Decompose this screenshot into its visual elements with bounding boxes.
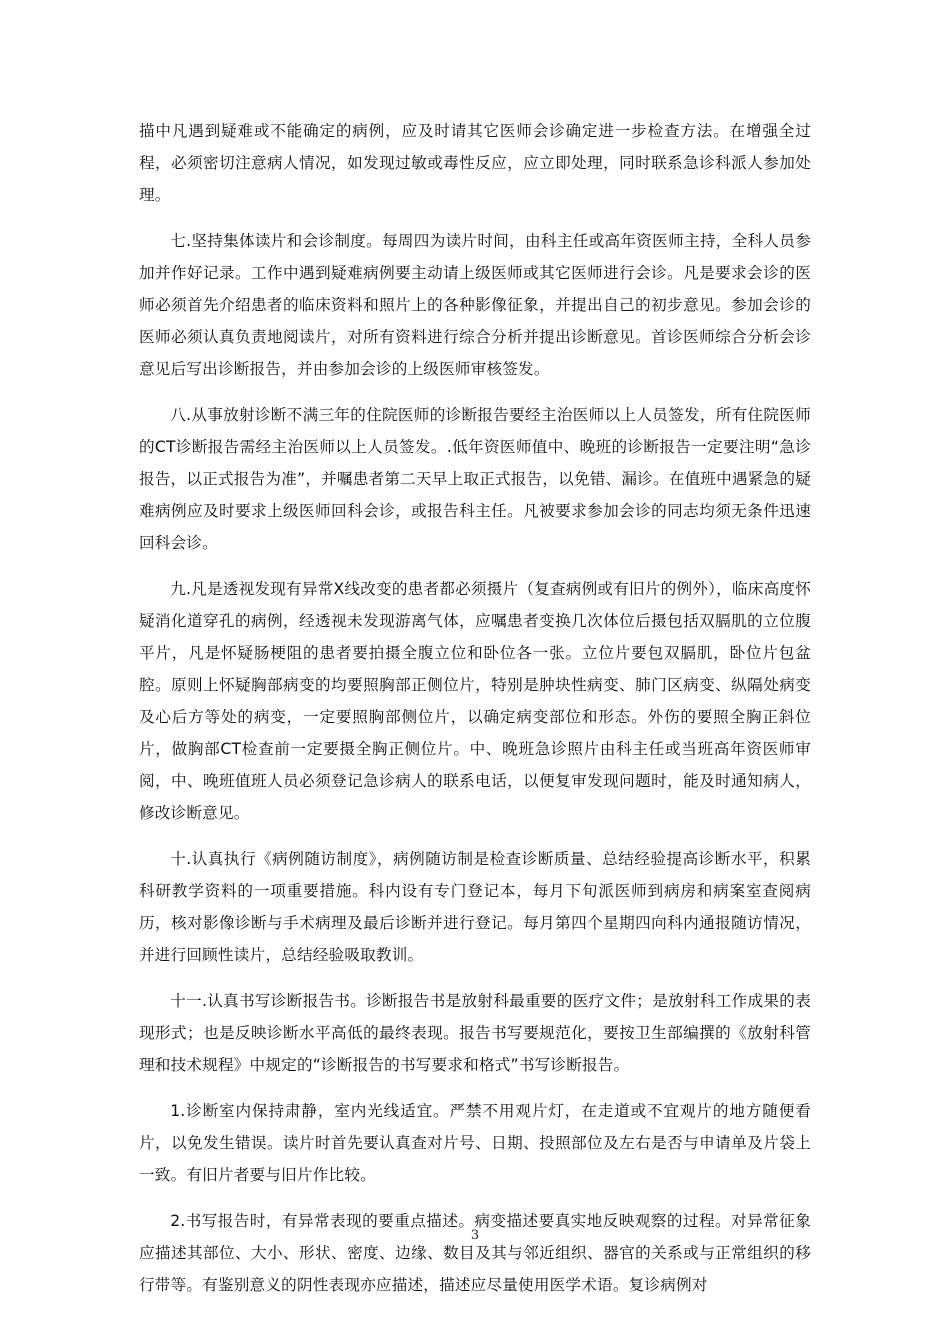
page-number: 3: [470, 1228, 480, 1243]
paragraph-continuation: 描中凡遇到疑难或不能确定的病例，应及时请其它医师会诊确定进一步检查方法。在增强全过程，必须密切注意病人情况，如发现过敏或毒性反应，应立即处理，同时联系急诊科派人参加处理。: [139, 122, 811, 204]
paragraph-section-8: 八.从事放射诊断不满三年的住院医师的诊断报告要经主治医师以上人员签发，所有住院医师的CT诊断报告需经主治医师以上人员签发。.低年资医师值中、晚班的诊断报告一定要注明“急诊报告，以正式报告为准”，并嘱患者第二天早上取正式报告，以免错、漏诊。在值班中遇紧急的疑难病例应及时要求上级医师回科会诊，或报告科主任。凡被要求参加会诊的同志均须无条件迅速回科会诊。: [139, 406, 811, 552]
paragraph-item-2: 2.书写报告时，有异常表现的要重点描述。病变描述要真实地反映观察的过程。对异常征象应描述其部位、大小、形状、密度、边缘、数目及其与邻近组织、器官的关系或与正常组织的移行带等。有鉴别意义的阴性表现亦应描述，描述应尽量使用医学术语。复诊病例对: [139, 1212, 811, 1294]
paragraph-section-11: 十一.认真书写诊断报告书。诊断报告书是放射科最重要的医疗文件；是放射科工作成果的表现形式；也是反映诊断水平高低的最终表现。报告书写要规范化，要按卫生部编撰的《放射科管理和技术规程》中规定的“诊断报告的书写要求和格式”书写诊断报告。: [139, 992, 811, 1074]
paragraph-section-7: 七.坚持集体读片和会诊制度。每周四为读片时间，由科主任或高年资医师主持，全科人员参加并作好记录。工作中遇到疑难病例要主动请上级医师或其它医师进行会诊。凡是要求会诊的医师必须首先介绍患者的临床资料和照片上的各种影像征象，并提出自己的初步意见。参加会诊的医师必须认真负责地阅读片，对所有资料进行综合分析并提出诊断意见。首诊医师综合分析会诊意见后写出诊断报告，并由参加会诊的上级医师审核签发。: [139, 232, 811, 378]
paragraph-item-1: 1.诊断室内保持肃静，室内光线适宜。严禁不用观片灯，在走道或不宜观片的地方随便看片，以免发生错误。读片时首先要认真查对片号、日期、投照部位及左右是否与申请单及片袋上一致。有旧片者要与旧片作比较。: [139, 1102, 811, 1184]
paragraph-section-9: 九.凡是透视发现有异常X线改变的患者都必须摄片（复查病例或有旧片的例外），临床高度怀疑消化道穿孔的病例，经透视未发现游离气体，应嘱患者变换几次体位后摄包括双膈肌的立位腹平片，凡是怀疑肠梗阻的患者要拍摄全腹立位和卧位各一张。立位片要包双膈肌，卧位片包盆腔。原则上怀疑胸部病变的均要照胸部正侧位片，特别是肿块性病变、肺门区病变、纵隔处病变及心后方等处的病变，一定要照胸部侧位片，以确定病变部位和形态。外伤的要照全胸正斜位片，做胸部CT检查前一定要摄全胸正侧位片。中、晚班急诊照片由科主任或当班高年资医师审阅，中、晚班值班人员必须登记急诊病人的联系电话，以便复审发现问题时，能及时通知病人，修改诊断意见。: [139, 580, 811, 822]
paragraph-section-10: 十.认真执行《病例随访制度》，病例随访制是检查诊断质量、总结经验提高诊断水平，积累科研教学资料的一项重要措施。科内设有专门登记本，每月下旬派医师到病房和病案室查阅病历，核对影像诊断与手术病理及最后诊断并进行登记。每月第四个星期四向科内通报随访情况，并进行回顾性读片，总结经验吸取教训。: [139, 850, 811, 964]
document-body: [139, 115, 811, 1315]
